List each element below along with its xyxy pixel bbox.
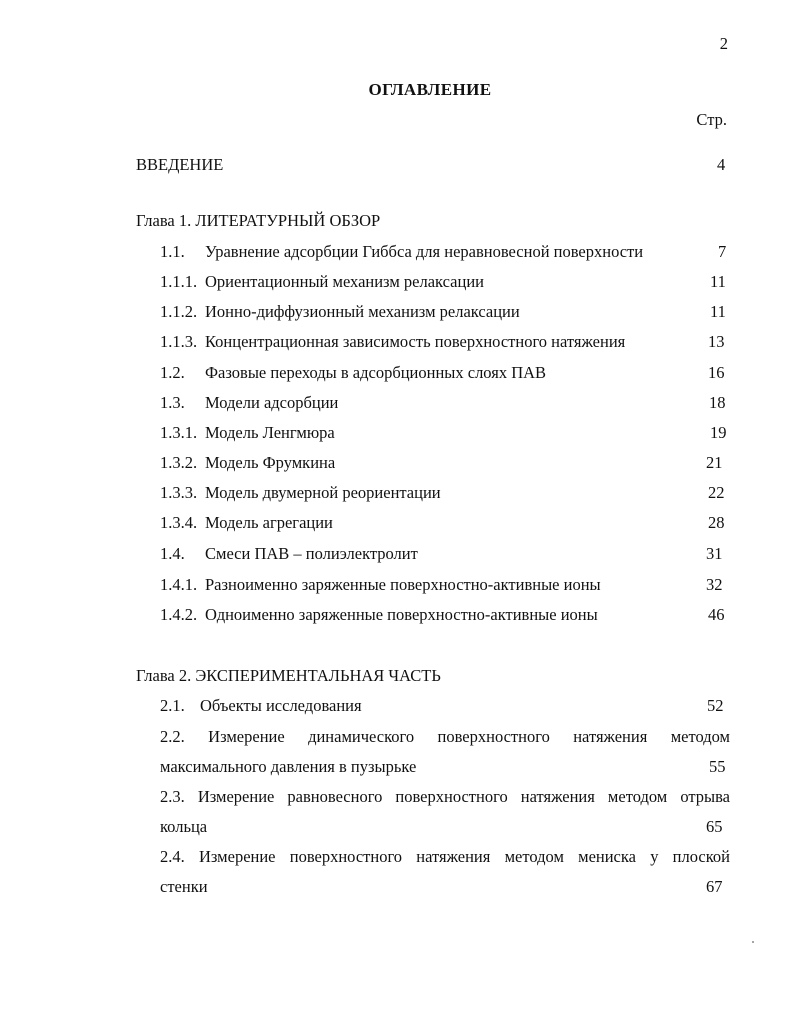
- toc-entry-page: 19: [710, 423, 727, 442]
- toc-entry-number: 1.3.2.: [160, 453, 198, 472]
- toc-entry-number: 1.3.1.: [160, 423, 198, 442]
- toc-entry-text: Смеси ПАВ – полиэлектролит: [205, 544, 418, 563]
- toc-entry: [0, 332, 799, 356]
- toc-entry-text: Модель агрегации: [205, 513, 333, 532]
- toc-entry-page: 28: [708, 513, 725, 532]
- toc-entry-text-line2: кольца: [160, 817, 208, 836]
- toc-entry-text: Ионно-диффузионный механизм релаксации: [205, 302, 520, 321]
- toc-entry-page: 55: [709, 757, 726, 776]
- toc-entry-page: 16: [708, 363, 725, 382]
- toc-entry-text: Одноименно заряженные поверхностно-активные ионы: [205, 605, 598, 624]
- toc-entry-page: 11: [710, 272, 726, 291]
- toc-entry: [0, 696, 799, 720]
- page-column-header: Стр.: [696, 110, 727, 129]
- toc-entry: [0, 575, 799, 599]
- toc-entry-page: 67: [706, 877, 723, 896]
- toc-entry: [0, 453, 799, 477]
- toc-entry-page: 22: [708, 483, 725, 502]
- toc-entry: [0, 483, 799, 507]
- toc-entry-text-line1: 2.3. Измерение равновесного поверхностного натяжения методом отрыва: [160, 787, 730, 806]
- toc-entry-continuation: [0, 817, 799, 841]
- toc-entry-text: Объекты исследования: [200, 696, 362, 715]
- toc-entry: [0, 363, 799, 387]
- toc-entry: [0, 727, 799, 751]
- toc-entry-text: Модели адсорбции: [205, 393, 339, 412]
- page-title: ОГЛАВЛЕНИЕ: [368, 80, 492, 99]
- toc-entry-text-line2: стенки: [160, 877, 208, 896]
- toc-entry: [0, 272, 799, 296]
- toc-entry-number: 1.4.: [160, 544, 185, 563]
- toc-entry-number: 1.3.4.: [160, 513, 198, 532]
- toc-entry: [0, 544, 799, 568]
- toc-entry-page: 13: [708, 332, 725, 351]
- toc-entry-intro: [0, 155, 799, 179]
- toc-entry-page: 52: [707, 696, 724, 715]
- toc-entry-text: Модель Фрумкина: [205, 453, 336, 472]
- page-number: 2: [719, 34, 728, 53]
- toc-entry-page: 18: [709, 393, 726, 412]
- toc-entry: [0, 787, 799, 811]
- chapter-2-heading: Глава 2. ЭКСПЕРИМЕНТАЛЬНАЯ ЧАСТЬ: [136, 666, 441, 685]
- toc-entry-number: 1.1.2.: [160, 302, 198, 321]
- toc-entry-number: 1.4.1.: [160, 575, 198, 594]
- toc-entry-label: ВВЕДЕНИЕ: [136, 155, 224, 174]
- toc-entry-page: 21: [706, 453, 723, 472]
- toc-entry-page: 7: [718, 242, 727, 261]
- toc-entry-text: Уравнение адсорбции Гиббса для неравновесной поверхности: [205, 242, 644, 261]
- toc-entry: [0, 847, 799, 871]
- toc-entry-text: Модель Ленгмюра: [205, 423, 335, 442]
- toc-entry-text: Концентрационная зависимость поверхностного натяжения: [205, 332, 626, 351]
- toc-entry-number: 1.2.: [160, 363, 185, 382]
- toc-entry-number: 2.1.: [160, 696, 185, 715]
- toc-entry-text: Ориентационный механизм релаксации: [205, 272, 484, 291]
- toc-entry-text: Модель двумерной реориентации: [205, 483, 441, 502]
- toc-entry-text-line1: 2.4. Измерение поверхностного натяжения методом мениска у плоской: [160, 847, 730, 866]
- toc-entry: [0, 513, 799, 537]
- toc-entry: [0, 242, 799, 266]
- toc-entry-text: Разноименно заряженные поверхностно-активные ионы: [205, 575, 601, 594]
- toc-entry-number: 1.4.2.: [160, 605, 198, 624]
- toc-entry-continuation: [0, 877, 799, 901]
- toc-entry-page: 4: [717, 155, 726, 174]
- toc-entry-text-line2: максимального давления в пузырьке: [160, 757, 417, 776]
- toc-entry-text-line1: 2.2. Измерение динамического поверхностного натяжения методом: [160, 727, 730, 746]
- toc-entry-page: 31: [706, 544, 723, 563]
- toc-entry-number: 1.1.1.: [160, 272, 198, 291]
- toc-entry-number: 1.3.: [160, 393, 185, 412]
- toc-entry-number: 1.1.3.: [160, 332, 198, 351]
- toc-entry: [0, 302, 799, 326]
- toc-entry-number: 1.3.3.: [160, 483, 198, 502]
- toc-entry-number: 1.1.: [160, 242, 185, 261]
- toc-entry: [0, 605, 799, 629]
- toc-entry-page: 11: [710, 302, 726, 321]
- chapter-1-heading: Глава 1. ЛИТЕРАТУРНЫЙ ОБЗОР: [136, 211, 381, 230]
- toc-entry-page: 65: [706, 817, 723, 836]
- toc-entry-continuation: [0, 757, 799, 781]
- toc-entry: [0, 393, 799, 417]
- scan-speck: [752, 941, 754, 943]
- toc-entry-text: Фазовые переходы в адсорбционных слоях ПАВ: [205, 363, 547, 382]
- toc-entry-page: 46: [708, 605, 725, 624]
- toc-entry-page: 32: [706, 575, 723, 594]
- toc-entry: [0, 423, 799, 447]
